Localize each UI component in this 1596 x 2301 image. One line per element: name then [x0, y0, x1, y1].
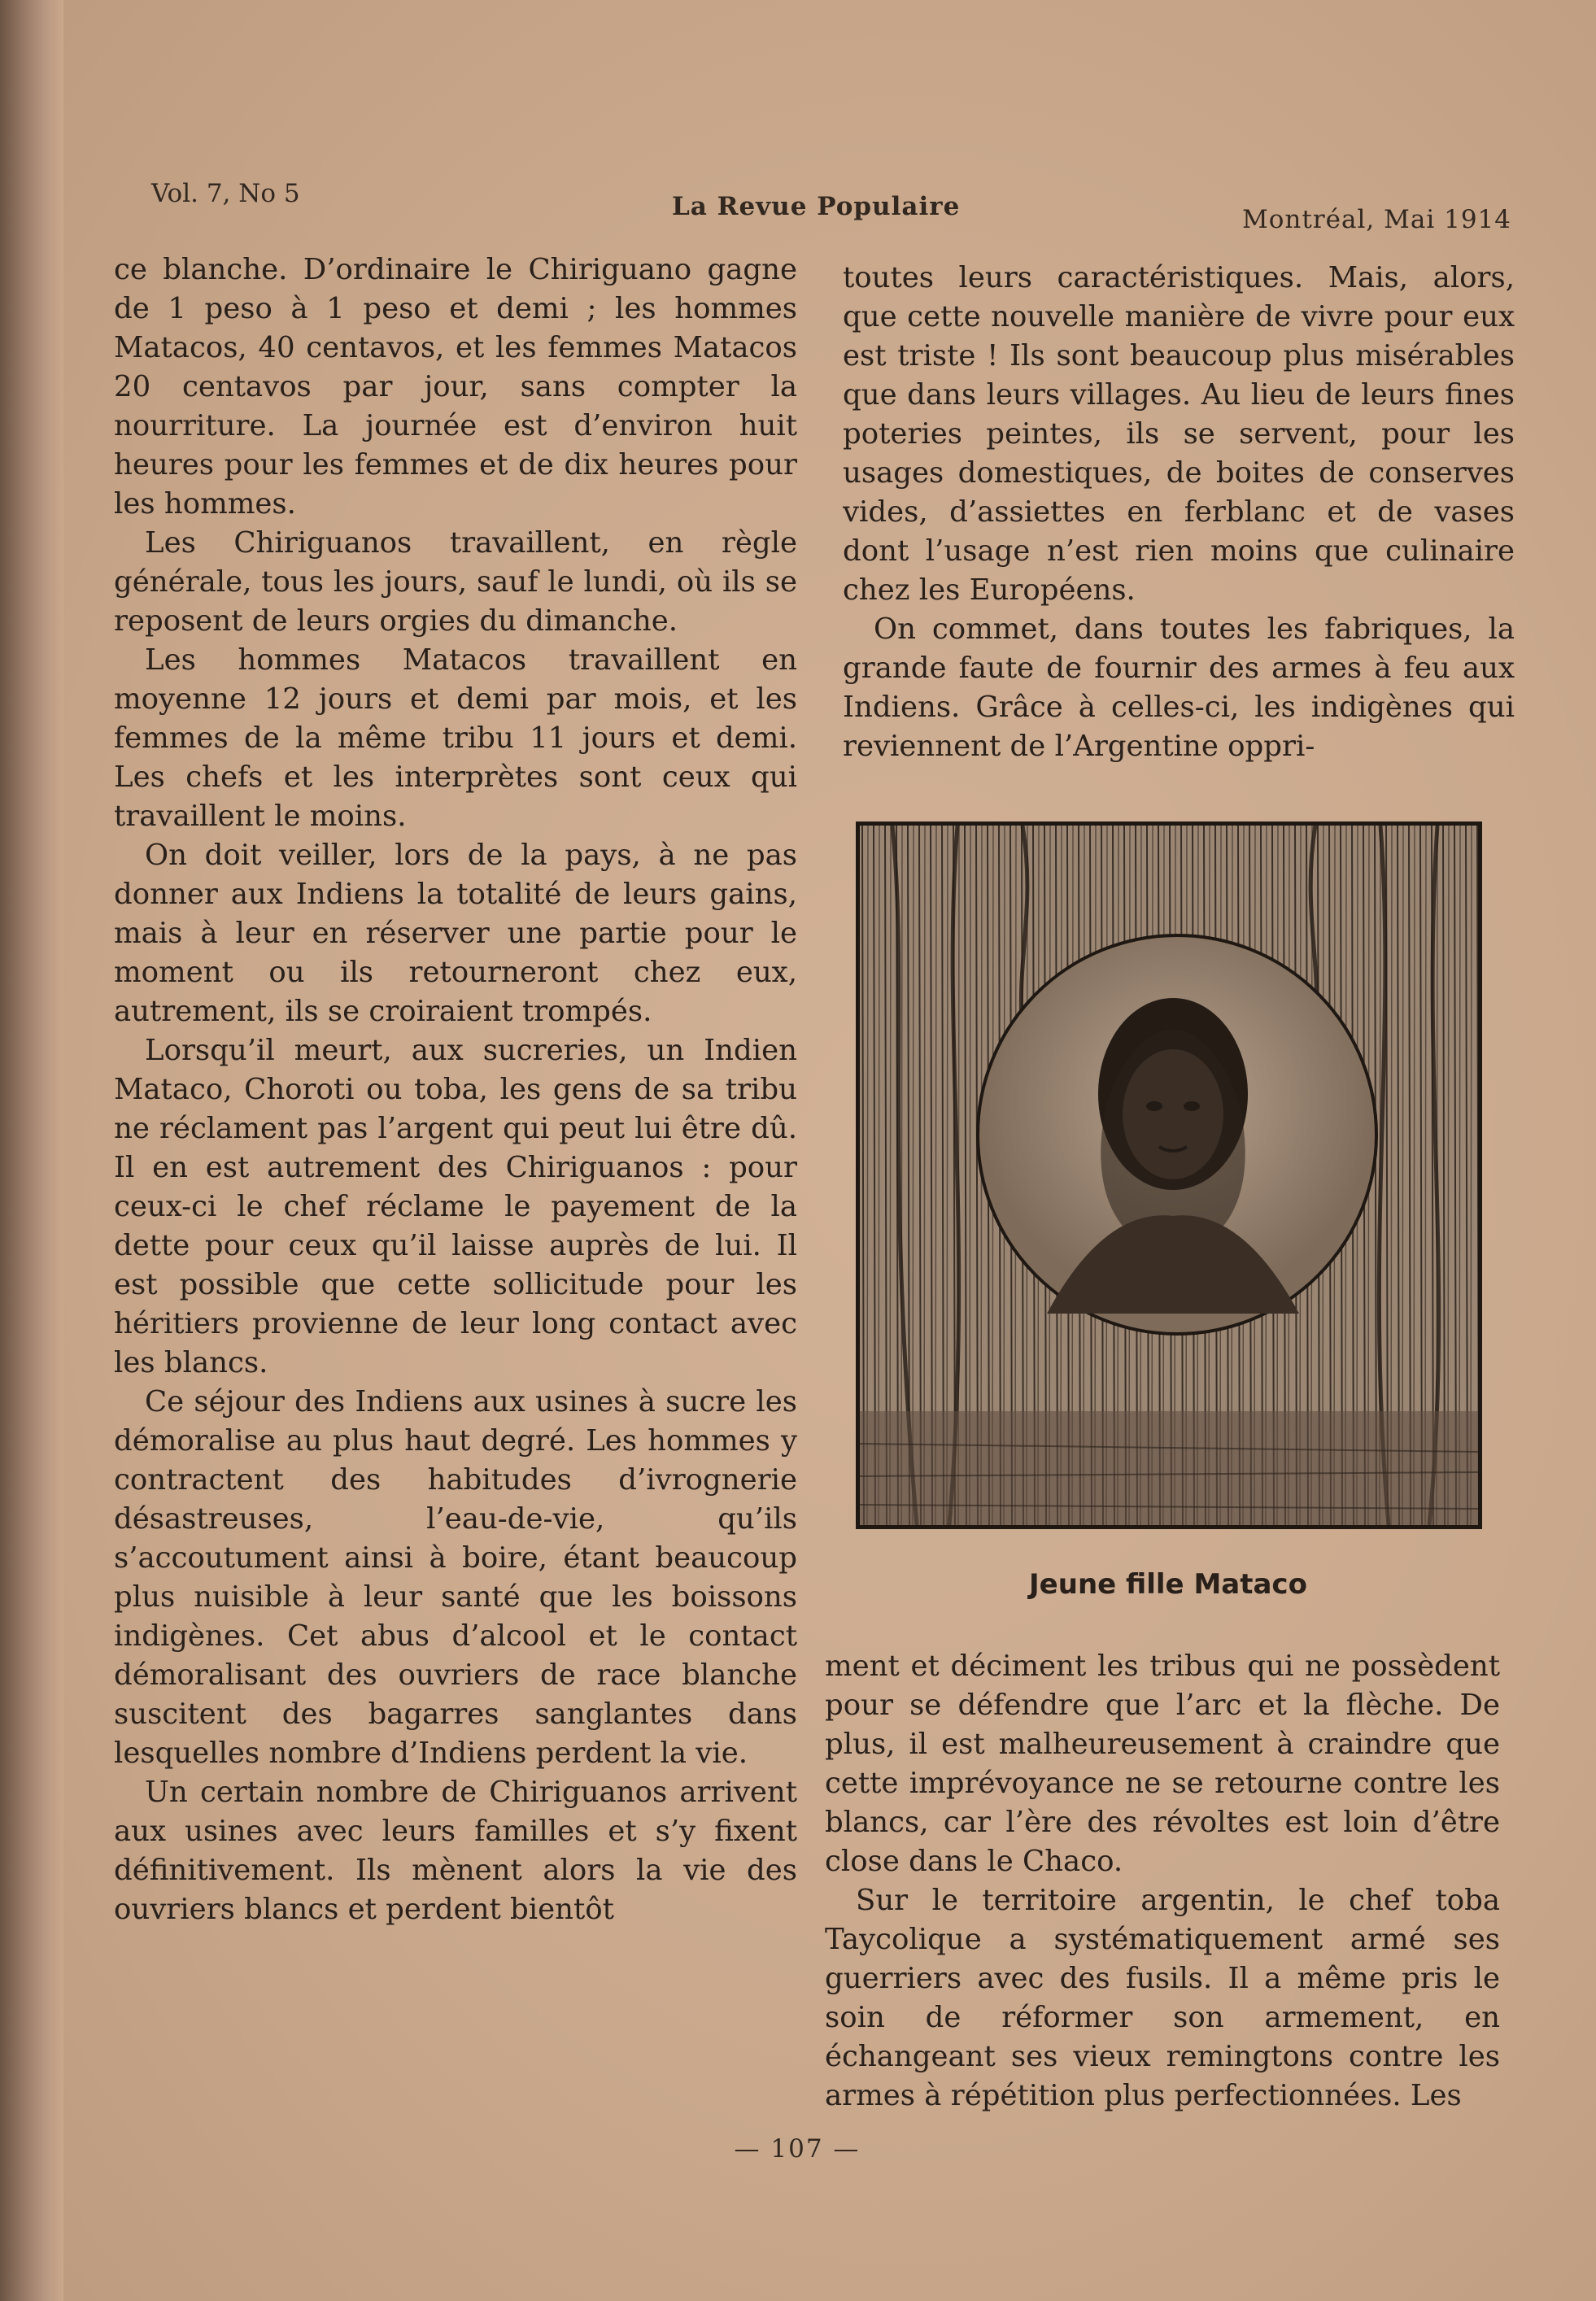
volume-number: Vol. 7, No 5 — [151, 179, 300, 208]
figure-caption: Jeune fille Mataco — [1029, 1568, 1307, 1601]
engraving-illustration — [860, 826, 1478, 1525]
page-number: — 107 — — [734, 2134, 861, 2164]
paragraph: Lorsqu’il meurt, aux sucreries, un Indien Mataco, Choroti ou toba, les gens de sa tribu ne réclament pas l’argent qui peut lui être dû. Il en est autrement des Chiriguanos : pour ceux-ci le chef réclame le payement de la dette pour ceux qu’il laisse auprès de lui. Il est possible que cette sollicitude pour les héritiers provienne de leur long contact avec les blancs. — [114, 1034, 797, 1379]
paragraph: Les Chiriguanos travaillent, en règle générale, tous les jours, sauf le lundi, où ils se reposent de leurs orgies du dimanche. — [114, 526, 797, 638]
paragraph: On commet, dans toutes les fabriques, la grande faute de fournir des armes à feu aux Indiens. Grâce à celles-ci, les indigènes qui reviennent de l’Argentine oppri- — [843, 612, 1515, 763]
paragraph: Ce séjour des Indiens aux usines à sucre les démoralise au plus haut degré. Les hommes y contractent des habitudes d’ivrognerie désastreuses, l’eau-de-vie, qu’ils s’accoutument ainsi à boire, étant beaucoup plus nuisible à leur santé que les boissons indigènes. Cet abus d’alcool et le contact démoralisant des ouvriers de race blanche suscitent des bagarres sanglantes dans lesquelles nombre d’Indiens perdent la vie. — [114, 1385, 797, 1770]
left-column — [114, 251, 797, 1929]
magazine-title: La Revue Populaire — [672, 192, 961, 221]
right-column-top — [843, 259, 1515, 766]
paragraph: Sur le territoire argentin, le chef toba Taycolique a systématiquement armé ses guerriers avec des fusils. Il a même pris le soin de réformer son armement, en échangeant ses vieux remingtons contre les armes à répétition plus perfectionnées. Les — [825, 1884, 1500, 2112]
paragraph: ce blanche. D’ordinaire le Chiriguano gagne de 1 peso à 1 peso et demi ; les hommes Matacos, 40 centavos, et les femmes Matacos 20 centavos par jour, sans compter la nourriture. La journée est d’environ huit heures pour les femmes et de dix heures pour les hommes. — [114, 253, 797, 521]
book-spine-shadow — [0, 0, 63, 2301]
paragraph: Les hommes Matacos travaillent en moyenne 12 jours et demi par mois, et les femmes de la même tribu 11 jours et demi. Les chefs et les interprètes sont ceux qui travaillent le moins. — [114, 643, 797, 833]
right-column-bottom — [825, 1647, 1500, 2116]
running-header — [151, 179, 1511, 234]
paragraph: toutes leurs caractéristiques. Mais, alors, que cette nouvelle manière de vivre pour eux est triste ! Ils sont beaucoup plus misérables que dans leurs villages. Au lieu de leurs fines poteries peintes, ils se servent, pour les usages domestiques, de boites de conserves vides, d’assiettes en ferblanc et de vases dont l’usage n’est rien moins que culinaire chez les Européens. — [843, 261, 1515, 607]
portrait-photograph — [856, 821, 1482, 1529]
issue-date: Montréal, Mai 1914 — [1242, 205, 1511, 234]
paragraph: ment et déciment les tribus qui ne possèdent pour se défendre que l’arc et la flèche. De plus, il est malheureusement à craindre que cette imprévoyance ne se retourne contre les blancs, car l’ère des révoltes est loin d’être close dans le Chaco. — [825, 1649, 1500, 1878]
paragraph: Un certain nombre de Chiriguanos arrivent aux usines avec leurs familles et s’y fixent définitivement. Ils mènent alors la vie des ouvriers blancs et perdent bientôt — [114, 1776, 797, 1926]
paragraph: On doit veiller, lors de la pays, à ne pas donner aux Indiens la totalité de leurs gains, mais à leur en réserver une partie pour le moment ou ils retourneront chez eux, autrement, ils se croiraient trompés. — [114, 839, 797, 1028]
